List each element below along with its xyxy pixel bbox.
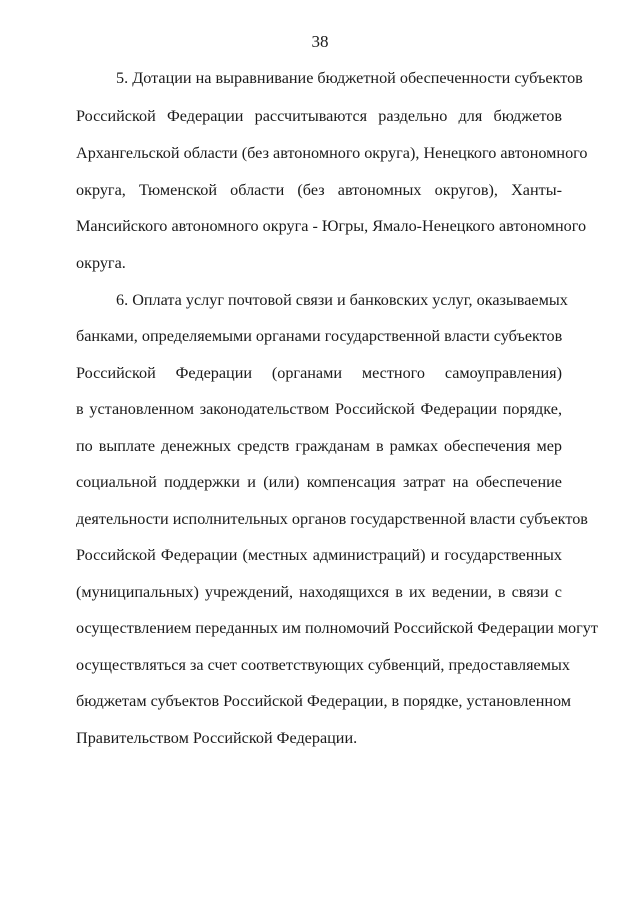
paragraph-line: 6. Оплата услуг почтовой связи и банковских услуг, оказываемых [116, 291, 568, 309]
paragraph-line: Российской Федерации рассчитываются раздельно для бюджетов [76, 107, 562, 125]
paragraph-line: осуществлением переданных им полномочий Российской Федерации могут [76, 619, 598, 637]
paragraph-line: Мансийского автономного округа - Югры, Ямало-Ненецкого автономного [76, 217, 587, 235]
paragraph-line: округа, Тюменской области (без автономных округов), Ханты- [76, 181, 562, 199]
paragraph-line: по выплате денежных средств гражданам в рамках обеспечения мер [76, 437, 562, 455]
paragraph-line: осуществляться за счет соответствующих субвенций, предоставляемых [76, 656, 570, 674]
page-number: 38 [311, 32, 329, 51]
paragraph-line: (муниципальных) учреждений, находящихся в их ведении, в связи с [76, 583, 562, 601]
paragraph-line: бюджетам субъектов Российской Федерации, в порядке, установленном [76, 692, 572, 710]
paragraph-line: 5. Дотации на выравнивание бюджетной обеспеченности субъектов [116, 69, 583, 87]
paragraph-line: в установленном законодательством Российской Федерации порядке, [76, 400, 562, 418]
paragraph-line: социальной поддержки и (или) компенсация затрат на обеспечение [76, 473, 562, 491]
paragraph-line: округа. [76, 254, 126, 272]
paragraph-line: банками, определяемыми органами государственной власти субъектов [76, 327, 563, 345]
paragraph-line: Российской Федерации (местных администраций) и государственных [76, 546, 562, 564]
paragraph-line: деятельности исполнительных органов государственной власти субъектов [76, 510, 588, 528]
paragraph-line: Российской Федерации (органами местного самоуправления) [76, 364, 562, 382]
paragraph-line: Правительством Российской Федерации. [76, 729, 358, 747]
paragraph-line: Архангельской области (без автономного округа), Ненецкого автономного [76, 144, 588, 162]
